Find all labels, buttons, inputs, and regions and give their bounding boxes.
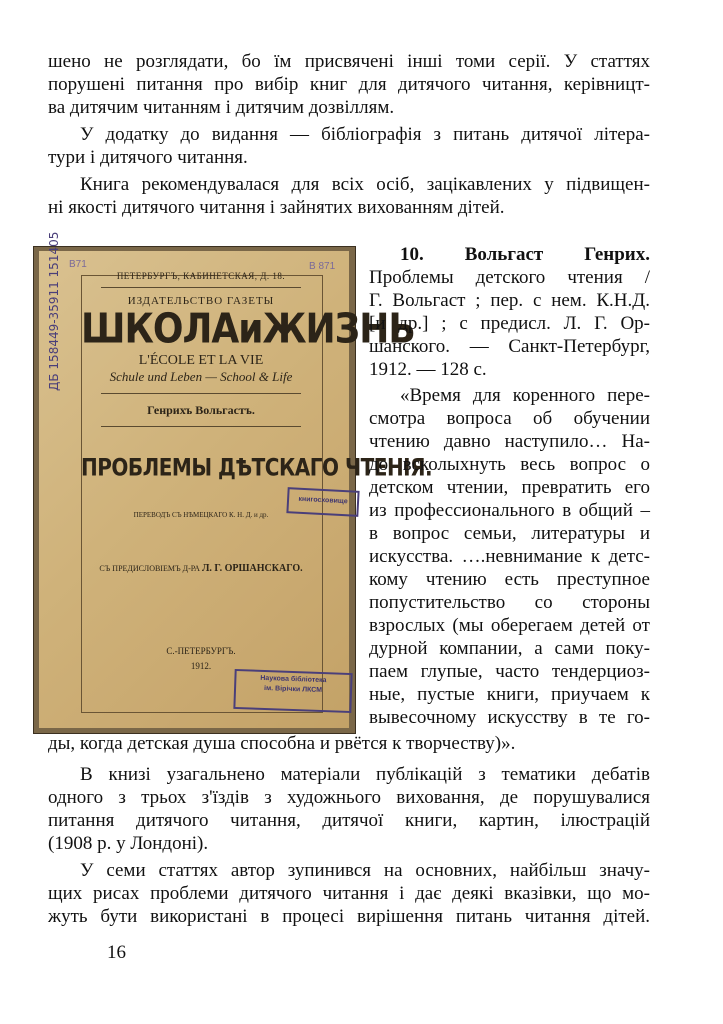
biblio-line: Г. Вольгаст ; пер. с нем. К.Н.Д. (369, 290, 650, 311)
cover-book-title: ПРОБЛЕМЫ ДѢТСКАГО ЧТЕНІЯ. (81, 452, 433, 482)
text-line: (1908 р. у Лондоні). (48, 833, 209, 854)
quote-line: попустительство со стороны (369, 592, 650, 613)
cover-german-title: Schule und Leben — School & Life (109, 369, 293, 384)
cover-rule (101, 287, 301, 288)
page-number: 16 (107, 942, 126, 963)
text-line: ва дитячим читанням і дитячим дозвіллям. (48, 97, 395, 118)
biblio-line: Проблемы детского чтения / (369, 267, 650, 288)
quote-line: искусства. ….невнимание к детс- (369, 546, 650, 567)
biblio-line: шанского. — Санкт-Петербург, (369, 336, 650, 357)
cover-year: 1912. (190, 661, 212, 671)
library-stamp-top: книгосховище (286, 487, 359, 517)
text-line: Книга рекомендувалася для всіх осіб, зацікавлених у підвищен- (80, 174, 650, 195)
preface-name: Л. Г. ОРШАНСКАГО. (201, 563, 303, 574)
quote-line: ды, когда детская душа способна и рвётся к творчеству)». (48, 733, 516, 754)
quote-line: чтению давно наступило… На- (369, 431, 650, 452)
cover-publisher: ИЗДАТЕЛЬСТВО ГАЗЕТЫ (127, 295, 275, 307)
cover-translation-note: ПЕРЕВОДЪ СЪ НѢМЕЦКАГО К. Н. Д. и др. (133, 511, 269, 519)
cover-address: ПЕТЕРБУРГЪ, КАБИНЕТСКАЯ, Д. 18. (116, 271, 286, 281)
cover-french-title: L'ÉCOLE ET LA VIE (138, 353, 264, 368)
preface-prefix: СЪ ПРЕДИСЛОВІЕМЪ Д-РА (99, 564, 200, 573)
cover-journal-title: ШКОЛАиЖИЗНЬ (81, 305, 415, 354)
library-stamp-bottom (233, 669, 352, 713)
quote-line: ные, пустые книги, приучаем к (369, 684, 650, 705)
quote-line: смотра вопроса об обучении (369, 408, 650, 429)
quote-line: кому чтению есть преступное (369, 569, 650, 590)
quote-line: детском чтении, превратить его (369, 477, 650, 498)
text-line: питання дитячого читання, дитячої книги, картин, ілюстрацій (48, 810, 650, 831)
text-line: щих рисах проблеми дитячого читання і дає деякі вказівки, що мо- (48, 883, 650, 904)
quote-line: из профессионального в общий – (369, 500, 650, 521)
quote-line: вывесочному искусству в те го- (369, 707, 650, 728)
text-line: ні якості дитячого читання і зайнятих вихованням дітей. (48, 197, 505, 218)
quote-line: в вопрос семьи, литературы и (369, 523, 650, 544)
entry-heading-firstname: Генрих. (584, 244, 650, 265)
cover-preface-note (81, 563, 321, 574)
text-line: У семи статтях автор зупинився на основних, найбільш значу- (80, 860, 650, 881)
text-line: одного з трьох з'їздів з художнього виховання, де порушувалися (48, 787, 650, 808)
text-line: порушені питання про вибір книг для дитячого читання, керівницт- (48, 74, 650, 95)
text-line: тури і дитячого читання. (48, 147, 248, 168)
text-line: У додатку до видання — бібліографія з питань дитячої літера- (80, 124, 650, 145)
quote-line: «Время для коренного пере- (400, 385, 650, 406)
cover-city: С.-ПЕТЕРБУРГЪ. (166, 646, 236, 656)
quote-line: взрослых (мы оберегаем детей от (369, 615, 650, 636)
text-line: В книзі узагальнено матеріали публікацій з тематики дебатів (80, 764, 650, 785)
quote-line: до всколыхнуть весь вопрос о (369, 454, 650, 475)
quote-line: дурной компании, а сами поку- (369, 638, 650, 659)
handwritten-inventory-number: ДБ 158449-35911 151405 (47, 231, 61, 391)
cover-rule (101, 426, 301, 427)
stamp-line: Наукова бібліотека (260, 674, 327, 685)
text-line: шено не розглядати, бо їм присвячені інші томи серії. У статтях (48, 51, 650, 72)
stamp-line: ім. Вірічки ЛКСМ (263, 684, 323, 695)
entry-heading (400, 243, 650, 266)
text-line: жуть бути використані в процесі вирішення питань читання дітей. (48, 906, 650, 927)
cover-rule (101, 393, 301, 394)
quote-line: паем глупые, часто тендерциоз- (369, 661, 650, 682)
biblio-line: 1912. — 128 с. (369, 359, 487, 380)
corner-mark-right: В 871 (309, 261, 336, 272)
corner-mark-left: В71 (69, 259, 87, 270)
cover-author: Генрихъ Вольгастъ. (147, 403, 255, 417)
biblio-line: [и др.] ; с предисл. Л. Г. Ор- (369, 313, 650, 334)
entry-heading-author: 10. Вольгаст (400, 244, 544, 265)
